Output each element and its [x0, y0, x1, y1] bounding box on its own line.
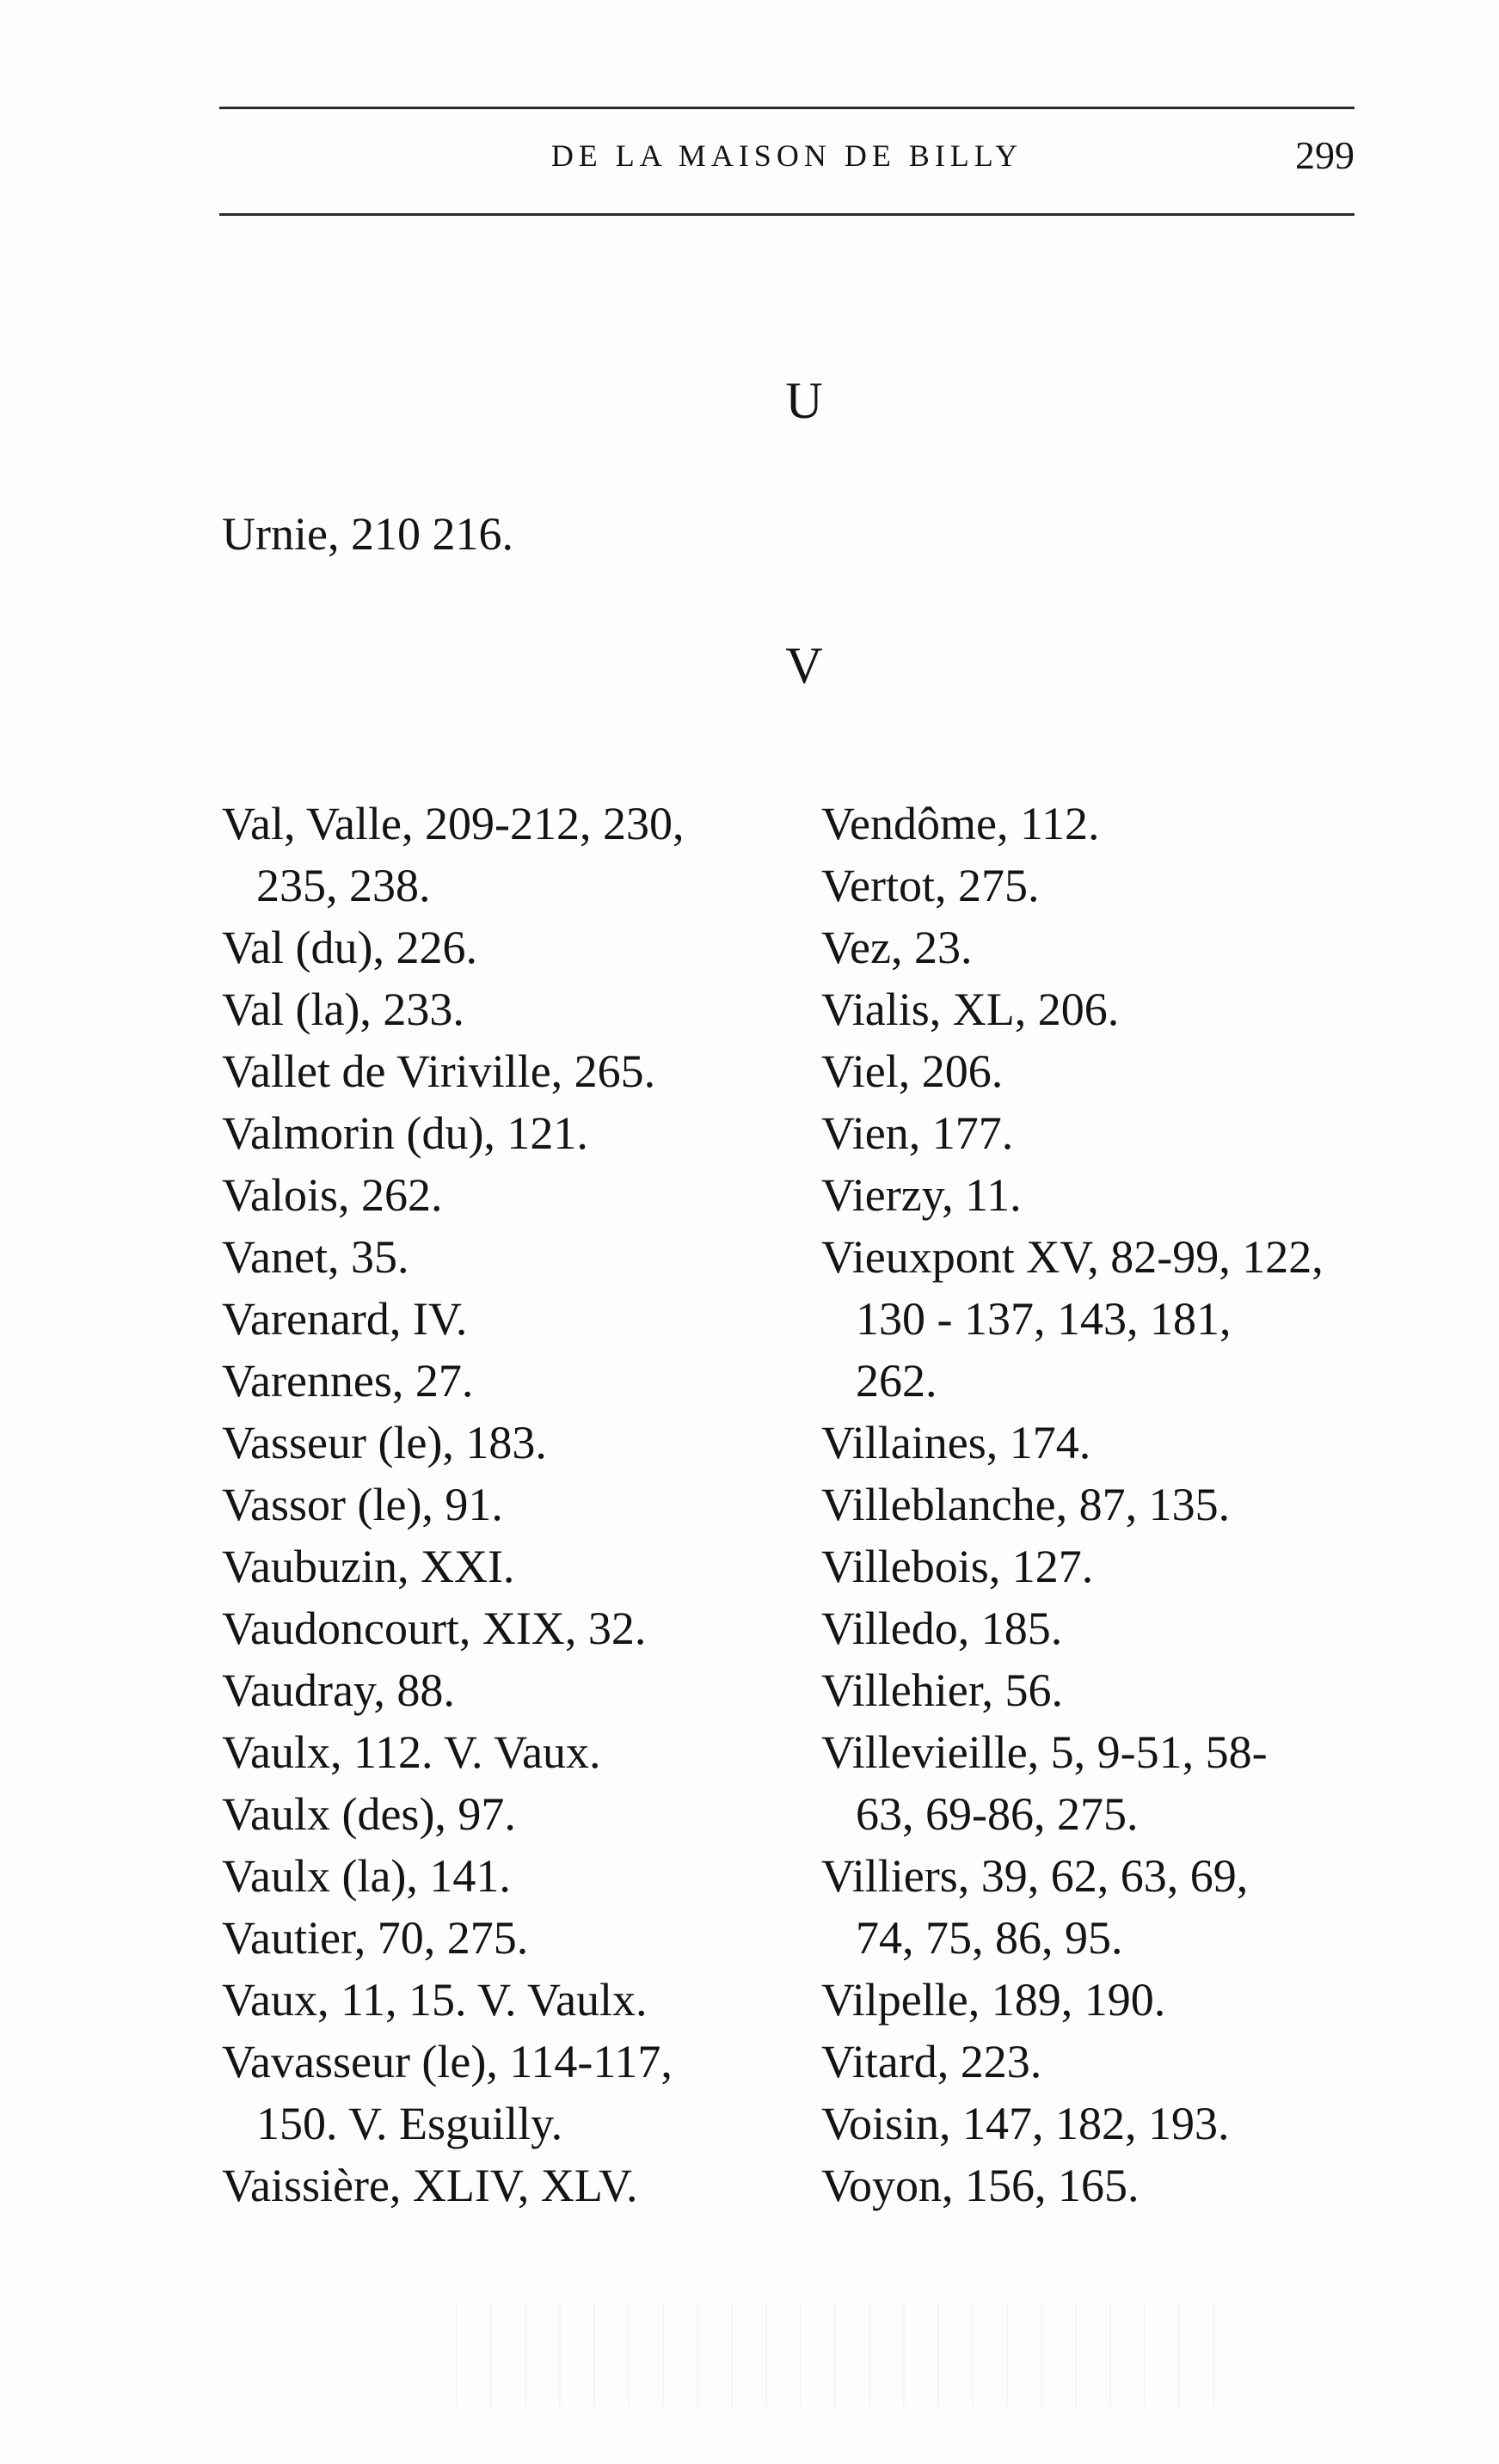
index-entry: Vassor (le), 91. — [222, 1479, 503, 1530]
index-entry: Varenard, IV. — [222, 1293, 468, 1345]
index-entry-continuation: 235, 238. — [256, 860, 431, 911]
index-entry: Val (la), 233. — [222, 984, 464, 1035]
index-column-left — [222, 793, 789, 2216]
index-entry-continuation: 130 - 137, 143, 181, — [856, 1293, 1232, 1345]
index-entry: Valois, 262. — [222, 1169, 443, 1221]
header-rule-bottom — [219, 213, 1355, 216]
index-entry-continuation: 63, 69-86, 275. — [856, 1788, 1139, 1840]
index-entry: Val (du), 226. — [222, 922, 477, 973]
index-entry: Vaudoncourt, XIX, 32. — [222, 1603, 647, 1654]
page-number: 299 — [1295, 133, 1355, 177]
index-entry: Vaulx, 112. V. Vaux. — [222, 1726, 601, 1778]
index-entry: Villebois, 127. — [821, 1541, 1094, 1592]
index-entry: Vialis, XL, 206. — [821, 984, 1120, 1035]
index-entry: Vendôme, 112. — [821, 798, 1100, 849]
index-entry: Varennes, 27. — [222, 1355, 474, 1407]
section-letter-u: U — [785, 372, 823, 429]
index-entry: Viel, 206. — [821, 1045, 1004, 1097]
index-entry: Vautier, 70, 275. — [222, 1912, 529, 1964]
index-entry: Valmorin (du), 121. — [222, 1107, 588, 1159]
index-entry: Val, Valle, 209-212, 230, — [222, 798, 685, 849]
index-entry: Voyon, 156, 165. — [821, 2160, 1140, 2211]
index-entry: Vieuxpont XV, 82-99, 122, — [821, 1231, 1324, 1283]
index-entry: Vien, 177. — [821, 1107, 1014, 1159]
index-entry: Villaines, 174. — [821, 1417, 1091, 1468]
index-entry: Villeblanche, 87, 135. — [821, 1479, 1231, 1530]
index-entry: Vallet de Viriville, 265. — [222, 1045, 656, 1097]
scan-noise — [456, 2304, 1230, 2407]
index-entry: Vaubuzin, XXI. — [222, 1541, 515, 1592]
index-entry-continuation: 262. — [856, 1355, 937, 1407]
index-entry: Vitard, 223. — [821, 2036, 1042, 2087]
index-entry: Vavasseur (le), 114-117, — [222, 2036, 673, 2087]
index-entry: Vierzy, 11. — [821, 1169, 1022, 1221]
index-entry: Vertot, 275. — [821, 860, 1040, 911]
index-entry: Vez, 23. — [821, 922, 973, 973]
index-entry: Voisin, 147, 182, 193. — [821, 2098, 1230, 2149]
index-entry: Vanet, 35. — [222, 1231, 409, 1283]
running-head — [219, 133, 1355, 189]
index-entry: Vaux, 11, 15. V. Vaulx. — [222, 1974, 648, 2026]
index-entry: Villehier, 56. — [821, 1664, 1064, 1716]
index-entry: Vaulx (la), 141. — [222, 1850, 511, 1902]
index-entry: Vasseur (le), 183. — [222, 1417, 547, 1468]
header-rule-top — [219, 107, 1355, 109]
index-entry: Vaudray, 88. — [222, 1664, 455, 1716]
index-entry: Villiers, 39, 62, 63, 69, — [821, 1850, 1249, 1902]
index-entry-continuation: 74, 75, 86, 95. — [856, 1912, 1123, 1964]
section-letter-v: V — [785, 637, 823, 694]
index-entry: Vaulx (des), 97. — [222, 1788, 516, 1840]
running-title: DE LA MAISON DE BILLY — [550, 138, 1023, 173]
index-entry: Vaissière, XLIV, XLV. — [222, 2160, 638, 2211]
index-entry: Vilpelle, 189, 190. — [821, 1974, 1166, 2026]
index-entry-continuation: 150. V. Esguilly. — [256, 2098, 563, 2149]
index-entry-urnie: Urnie, 210 216. — [222, 508, 513, 560]
index-column-right — [821, 793, 1372, 2216]
index-entry: Villevieille, 5, 9-51, 58- — [821, 1726, 1268, 1778]
index-entry: Villedo, 185. — [821, 1603, 1063, 1654]
